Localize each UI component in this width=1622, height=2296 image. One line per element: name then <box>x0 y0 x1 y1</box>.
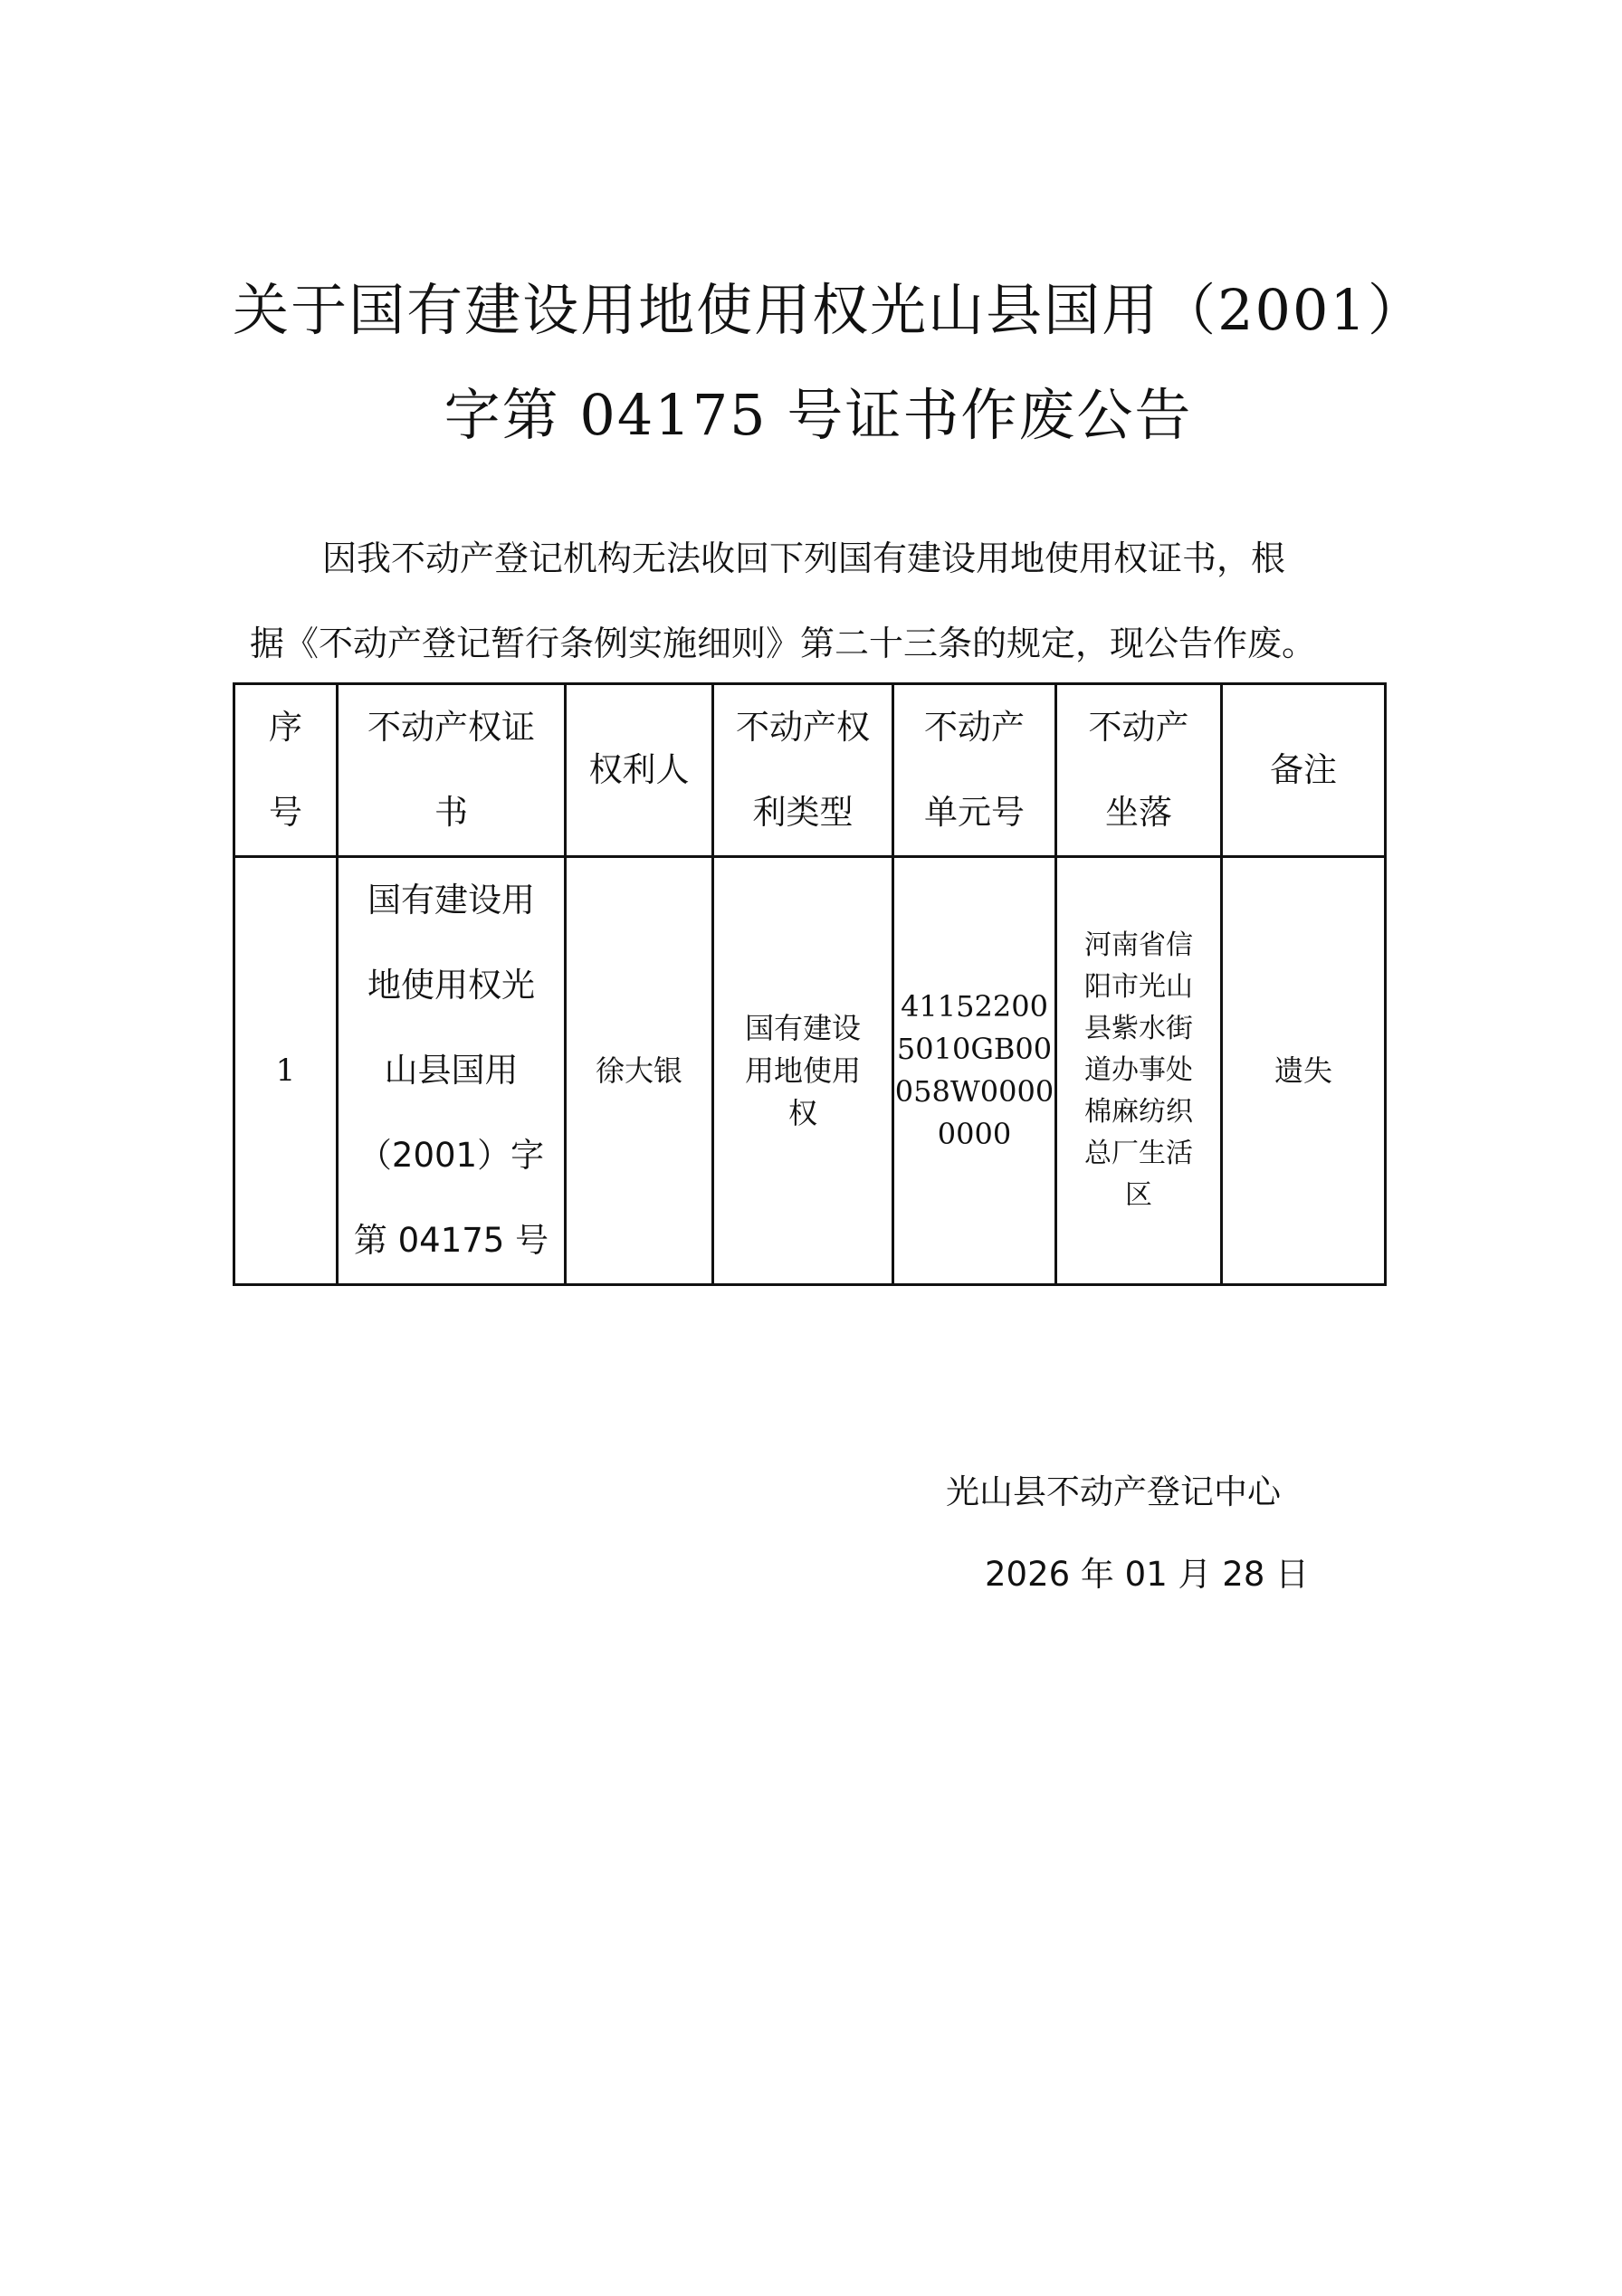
header-remark: 备注 <box>1222 684 1386 857</box>
cell-right-type: 国有建设 用地使用 权 <box>713 857 893 1285</box>
notice-title-line-1: 关于国有建设用地使用权光山县国用（2001） <box>233 277 1426 343</box>
cell-location: 河南省信 阳市光山 县紫水街 道办事处 棉麻纺织 总厂生活 区 <box>1056 857 1222 1285</box>
header-right-holder: 权利人 <box>566 684 713 857</box>
notice-paragraph-line-2: 据《不动产登记暂行条例实施细则》第二十三条的规定，现公告作废。 <box>250 624 1317 663</box>
cell-unit-number: 41152200 5010GB00 058W0000 0000 <box>893 857 1056 1285</box>
notice-paragraph-line-1: 因我不动产登记机构无法收回下列国有建设用地使用权证书，根 <box>322 538 1286 578</box>
issuing-organization: 光山县不动产登记中心 <box>946 1472 1281 1511</box>
cell-remark: 遗失 <box>1222 857 1386 1285</box>
header-certificate: 不动产权证 书 <box>338 684 566 857</box>
header-unit-number: 不动产 单元号 <box>893 684 1056 857</box>
cell-certificate: 国有建设用 地使用权光 山县国用 （2001）字 第 04175 号 <box>338 857 566 1285</box>
header-location: 不动产 坐落 <box>1056 684 1222 857</box>
cell-index: 1 <box>234 857 338 1285</box>
header-index: 序 号 <box>234 684 338 857</box>
issue-date: 2026 年 01 月 28 日 <box>985 1555 1310 1594</box>
notice-title-line-2: 字第 04175 号证书作废公告 <box>444 382 1193 448</box>
certificate-table <box>233 682 1387 1286</box>
table-row <box>234 857 1386 1285</box>
cell-right-holder: 徐大银 <box>566 857 713 1285</box>
table-header-row <box>234 684 1386 857</box>
header-right-type: 不动产权 利类型 <box>713 684 893 857</box>
